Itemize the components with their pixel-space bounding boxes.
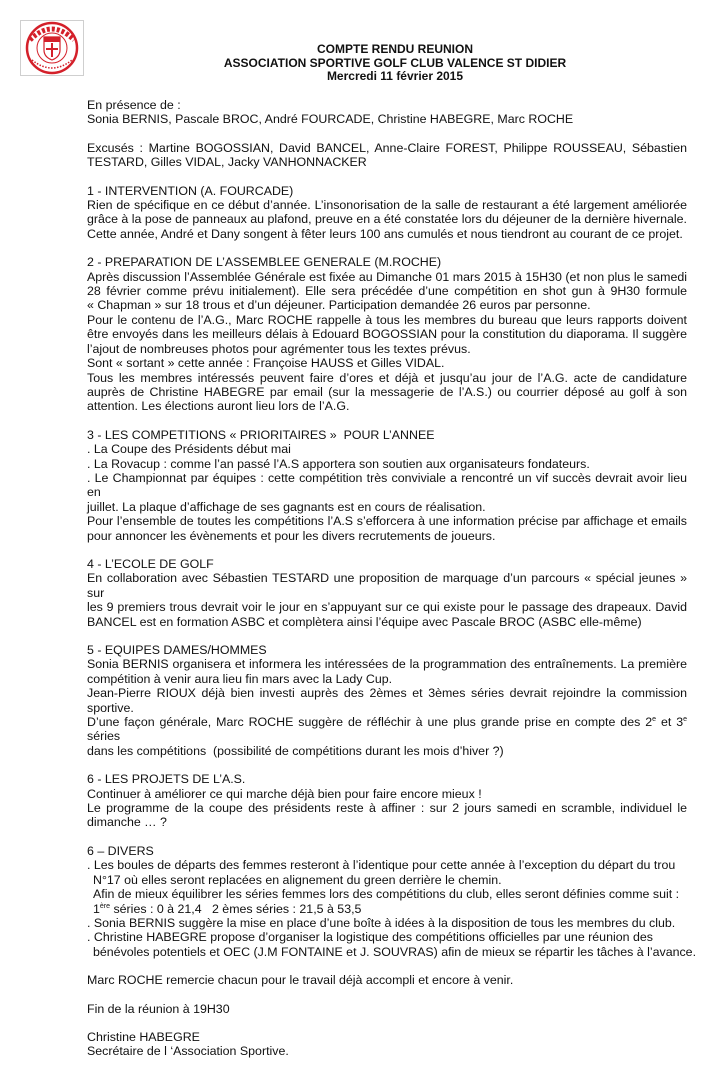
paragraph-line: Rien de spécifique en ce début d’année. L’insonorisation de la salle de restaurant a été largement améliorée [87, 198, 687, 213]
text-run: 1 [93, 901, 100, 916]
list-item: . La Rovacup : comme l’an passé l’A.S apportera son soutien aux organisateurs fondateurs. [87, 456, 590, 471]
paragraph-line: bénévoles potentiels et OEC (J.M FONTAINE et J. SOUVRAS) afin de mieux se répartir les tâches à l’avance. [93, 944, 697, 959]
document-body [87, 98, 697, 1073]
excuses-line: Excusés : Martine BOGOSSIAN, David BANCEL, Anne-Claire FOREST, Philippe ROUSSEAU, Sébastien [87, 140, 687, 155]
presence-section [87, 98, 687, 127]
paragraph-line: les 9 premiers trous devrait voir le jour en s’appuyant sur ce qui existe pour le passage des drapeaux. David [87, 600, 687, 615]
paragraph-line: attention. Les élections auront lieu lors de l’A.G. [87, 399, 350, 414]
paragraph-line: grâce à la pose de panneaux au plafond, preuve en a été constatée lors du déjeuner de la dernière hivernale. [87, 212, 687, 227]
superscript: e [683, 715, 687, 723]
paragraph-line: 28 février comme prévu initialement). Elle sera précédée d’une compétition en shot gun à 9H30 formule [87, 284, 687, 299]
section-projets [87, 772, 687, 830]
text-run: D’une façon générale, Marc ROCHE suggère de réfléchir à une plus grande prise en compte des 2 [87, 715, 653, 730]
closing-end [87, 1002, 687, 1016]
paragraph-line: compétition à venir aura lieu fin mars avec la Lady Cup. [87, 671, 393, 686]
list-item: . Le Championnat par équipes : cette compétition très conviviale a rencontré un vif succès devrait avoir lieu en [87, 470, 687, 500]
section-divers [87, 843, 697, 959]
association-name: ASSOCIATION SPORTIVE GOLF CLUB VALENCE ST DIDIER [223, 55, 567, 70]
section-competitions [87, 428, 687, 543]
excuses-section [87, 141, 687, 170]
text-run: séries [87, 729, 121, 744]
paragraph-line: être envoyés dans les meilleurs délais à Edouard BOGOSSIAN pour la constitution du diaporama. Il suggère [87, 327, 687, 342]
meeting-date: Mercredi 11 février 2015 [326, 69, 464, 83]
list-item: . Sonia BERNIS suggère la mise en place d’une boîte à idées à la disposition de tous les membres du club. [87, 915, 676, 930]
list-item: . Les boules de départs des femmes resteront à l’identique pour cette année à l’exception du départ du trou [87, 858, 676, 873]
paragraph-line: Cette année, André et Dany songent à fêter leurs 100 ans cumulés et nous tiendront au courant de ce projet. [87, 226, 683, 241]
list-item: . Christine HABEGRE propose d’organiser la logistique des compétitions officielles par une réunion des [87, 930, 653, 945]
paragraph-line: juillet. La plaque d’affichage de ses gagnants est en cours de réalisation. [87, 499, 486, 514]
paragraph-line: Fin de la réunion à 19H30 [87, 1001, 230, 1016]
superscript: ère [99, 902, 111, 910]
section-title: 2 - PREPARATION DE L’ASSEMBLEE GENERALE (M.ROCHE) [87, 255, 442, 270]
paragraph-line: Le programme de la coupe des présidents reste à affiner : sur 2 jours samedi en scramble, individuel le [87, 801, 687, 816]
paragraph-line: Jean-Pierre RIOUX déjà bien investi auprès des 2èmes et 3èmes séries devrait rejoindre la commission [87, 686, 687, 701]
paragraph-line: l’ajout de nombreuses photos pour agrémenter tous les textes prévus. [87, 341, 471, 356]
signature [87, 1030, 687, 1059]
paragraph-line: Sonia BERNIS organisera et informera les intéressées de la programmation des entraînements. La première [87, 657, 687, 672]
paragraph-line: pour annoncer les évènements et pour les divers recrutements de joueurs. [87, 528, 496, 543]
paragraph-line: BANCEL est en formation ASBC et complètera ainsi l’équipe avec Pascale BROC (ASBC elle-même) [87, 614, 642, 629]
paragraph-line: Afin de mieux équilibrer les séries femmes lors des compétitions du club, elles seront définies comme suit : [93, 887, 680, 902]
paragraph-line: Après discussion l’Assemblée Générale est fixée au Dimanche 01 mars 2015 à 15H30 (et non plus le samedi [87, 269, 687, 284]
section-ecole-de-golf [87, 557, 687, 629]
section-equipes [87, 643, 687, 758]
paragraph-line: Continuer à améliorer ce qui marche déjà bien pour faire encore mieux ! [87, 786, 482, 801]
paragraph-line: dans les compétitions (possibilité de compétitions durant les mois d’hiver ?) [87, 743, 504, 758]
section-assemblee-generale [87, 255, 687, 413]
paragraph-line: auprès de Christine HABEGRE par email (sur la messagerie de l’A.S.) ou courrier déposé au golf à son [87, 384, 687, 399]
text-run: et 3 [656, 715, 684, 730]
paragraph-line: sportive. [87, 700, 134, 715]
paragraph-line: Tous les membres intéressés peuvent faire d’ores et déjà et jusqu’au jour de l’A.G. acte de candidature [87, 370, 687, 385]
presence-names: Sonia BERNIS, Pascale BROC, André FOURCADE, Christine HABEGRE, Marc ROCHE [87, 112, 574, 127]
section-title: 1 - INTERVENTION (A. FOURCADE) [87, 183, 294, 198]
signatory-name: Christine HABEGRE [87, 1029, 200, 1044]
document-header [0, 43, 724, 84]
paragraph-line: Pour le contenu de l’A.G., Marc ROCHE rappelle à tous les membres du bureau que leurs rapports doivent [87, 312, 687, 327]
section-title: 6 - LES PROJETS DE L’A.S. [87, 772, 246, 787]
list-item: . La Coupe des Présidents début mai [87, 442, 291, 457]
paragraph-line [87, 902, 687, 916]
report-title: COMPTE RENDU REUNION [316, 42, 473, 56]
signatory-role: Secrétaire de l ‘Association Sportive. [87, 1044, 289, 1059]
superscript: e [652, 715, 657, 723]
paragraph-line [87, 715, 687, 744]
section-title: 5 - EQUIPES DAMES/HOMMES [87, 643, 267, 657]
section-intervention [87, 184, 687, 242]
section-title: 6 – DIVERS [87, 843, 154, 858]
section-title: 4 - L’ECOLE DE GOLF [87, 556, 214, 571]
presence-label: En présence de : [87, 98, 181, 112]
closing-thanks [87, 973, 687, 987]
paragraph-line: dimanche … ? [87, 815, 167, 830]
paragraph-line: « Chapman » sur 18 trous et d’un déjeuner. Participation demandée 26 euros par personne. [87, 298, 591, 313]
paragraph-line: Marc ROCHE remercie chacun pour le travail déjà accompli et encore à venir. [87, 973, 514, 988]
paragraph-line: N°17 où elles seront replacées en alignement du green derrière le chemin. [93, 872, 502, 887]
section-title: 3 - LES COMPETITIONS « PRIORITAIRES » POUR L’ANNEE [87, 427, 435, 442]
excuses-line: TESTARD, Gilles VIDAL, Jacky VANHONNACKER [87, 155, 367, 170]
paragraph-line: En collaboration avec Sébastien TESTARD une proposition de marquage d’un parcours « spécial jeunes » sur [87, 571, 687, 600]
paragraph-line: Sont « sortant » cette année : Françoise HAUSS et Gilles VIDAL. [87, 356, 445, 371]
text-run: séries : 0 à 21,4 2 èmes séries : 21,5 à 53,5 [110, 901, 362, 916]
paragraph-line: Pour l’ensemble de toutes les compétitions l’A.S s’efforcera à une information précise par affichage et emails [87, 514, 687, 529]
